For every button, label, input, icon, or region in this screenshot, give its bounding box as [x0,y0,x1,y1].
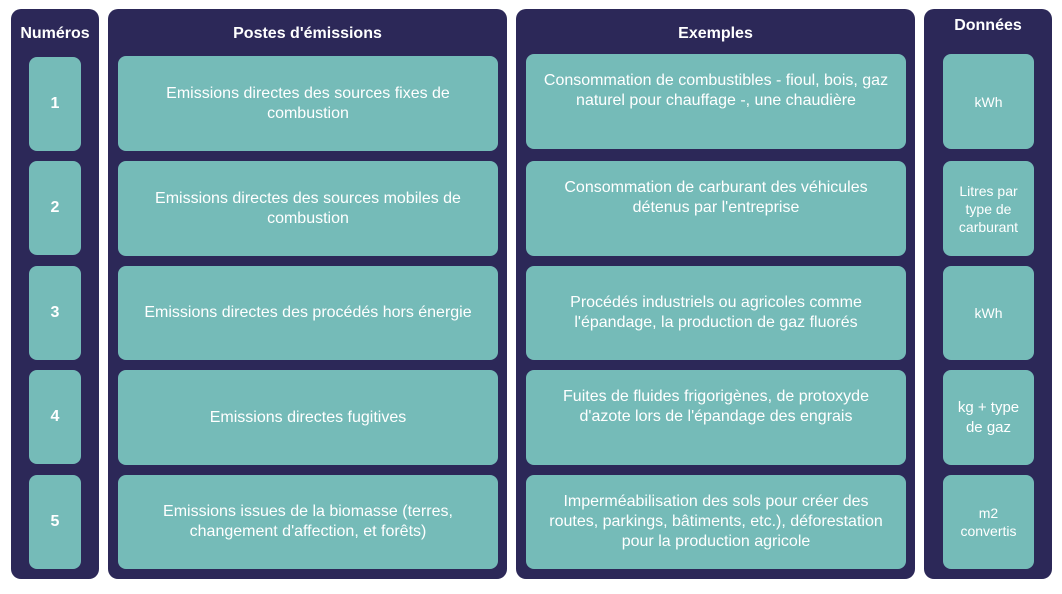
row-5-exemple [526,475,906,569]
row-5-exemple-text: Imperméabilisation des sols pour créer des routes, parkings, bâtiments, etc.), déforestation pour la production agricole [549,493,883,550]
row-4-exemple-text: Fuites de fluides frigorigènes, de protoxyde d'azote lors de l'épandage des engrais [563,388,869,425]
column-exemples [516,9,915,579]
row-3-exemple [526,266,906,360]
row-5-numero-text: 5 [50,513,60,530]
header-exemples: Exemples [678,25,753,42]
row-5-donnees [943,475,1034,569]
row-3-numero [29,266,81,360]
row-4-numero [29,370,81,464]
row-3-poste [118,266,498,360]
row-4-donnees [943,370,1034,465]
row-4-donnees-text: kg + type de gaz [957,398,1020,436]
row-1-exemple-text: Consommation de combustibles - fioul, bois, gaz naturel pour chauffage -, une chaudière [543,72,889,109]
row-3-numero-text: 3 [50,304,60,321]
row-1-donnees [943,54,1034,149]
row-5-donnees-text: m2 convertis [960,505,1017,539]
row-2-numero-text: 2 [50,199,60,216]
row-5-poste-text: Emissions issues de la biomasse (terres, changement d'affection, et forêts) [163,503,453,540]
row-4-numero-text: 4 [50,408,60,425]
row-2-poste [118,161,498,256]
row-3-donnees [943,266,1034,360]
row-1-poste [118,56,498,151]
row-1-numero [29,57,81,151]
row-2-exemple-text: Consommation de carburant des véhicules détenus par l'entreprise [564,179,868,216]
row-3-donnees-text: kWh [974,305,1003,321]
header-postes: Postes d'émissions [233,25,382,42]
column-numeros [11,9,99,579]
header-donnees: Données [954,17,1022,34]
row-1-poste-text: Emissions directes des sources fixes de combustion [166,84,450,122]
row-5-poste [118,475,498,569]
row-1-exemple [526,54,906,149]
row-1-donnees-text: kWh [974,93,1003,110]
row-4-exemple [526,370,906,465]
row-4-poste-text: Emissions directes fugitives [209,408,407,426]
row-2-numero [29,161,81,255]
row-2-poste-text: Emissions directes des sources mobiles de combustion [155,189,461,227]
row-2-donnees [943,161,1034,256]
row-4-poste [118,370,498,465]
column-postes [108,9,507,579]
header-numeros: Numéros [20,25,90,42]
row-2-exemple [526,161,906,256]
row-2-donnees-text: Litres par type de carburant [958,182,1019,235]
row-1-numero-text: 1 [50,95,60,112]
row-5-numero [29,475,81,569]
row-3-exemple-text: Procédés industriels ou agricoles comme l'épandage, la production de gaz fluorés [570,294,862,331]
column-donnees [924,9,1052,579]
row-3-poste-text: Emissions directes des procédés hors énergie [144,304,472,321]
